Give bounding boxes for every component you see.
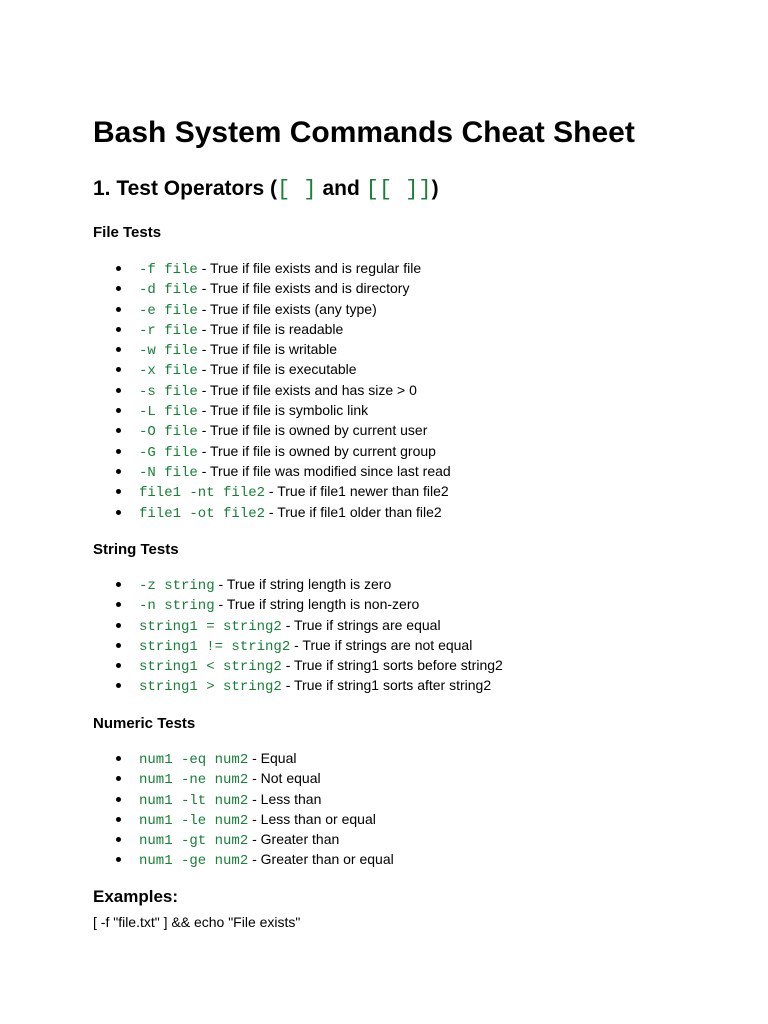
operator-description: - Equal [248, 750, 297, 766]
operator-description: - Less than [248, 790, 322, 807]
list-item [93, 258, 451, 278]
operator-code: -n string [139, 598, 215, 615]
operator-code: -f file [139, 262, 198, 278]
operator-code: string1 < string2 [139, 659, 282, 676]
operator-code: -x file [139, 363, 198, 380]
operator-code: num1 -ge num2 [139, 853, 249, 870]
operator-description: - True if file exists (any type) [197, 300, 377, 317]
operator-description: - True if string1 sorts after string2 [281, 677, 492, 694]
operator-code: -N file [139, 464, 198, 481]
bullet-icon [116, 602, 121, 607]
bullet-icon [116, 408, 121, 413]
section-heading-and: and [316, 177, 366, 200]
bullet-icon [116, 449, 121, 454]
operator-code: string1 > string2 [139, 679, 282, 696]
operator-description: - True if string1 sorts before string2 [281, 657, 503, 674]
bullet-icon [116, 683, 121, 688]
operator-code: num1 -gt num2 [139, 833, 249, 850]
file-tests-heading: File Tests [93, 224, 162, 241]
bullet-icon [116, 582, 121, 587]
bullet-icon [116, 286, 121, 291]
operator-code: num1 -le num2 [139, 812, 249, 829]
operator-description: - True if file1 older than file2 [265, 503, 442, 520]
operator-description: - True if strings are not equal [290, 636, 473, 653]
operator-code: file1 -ot file2 [139, 505, 266, 522]
operator-code: string1 != string2 [139, 638, 291, 655]
bullet-icon [116, 469, 121, 474]
operator-code: num1 -ne num2 [139, 772, 249, 789]
double-bracket-code: [[ ]] [365, 177, 432, 202]
operator-code: -L file [139, 404, 198, 421]
examples-heading: Examples: [93, 887, 179, 906]
bullet-icon [116, 837, 121, 842]
list-item [93, 849, 394, 869]
list-item [93, 420, 451, 440]
bullet-icon [116, 327, 121, 332]
list-item [93, 319, 451, 339]
list-item [93, 441, 451, 461]
operator-code: -d file [139, 282, 198, 299]
bullet-icon [116, 489, 121, 494]
section-heading-prefix: 1. Test Operators ( [93, 177, 277, 200]
list-item [93, 574, 503, 594]
file-tests-list [93, 258, 451, 522]
list-item [93, 594, 503, 614]
list-item [93, 675, 503, 695]
bullet-icon [116, 663, 121, 668]
list-item [93, 655, 503, 675]
list-item [93, 339, 451, 359]
list-item [93, 768, 394, 788]
operator-code: file1 -nt file2 [139, 485, 266, 502]
operator-description: - Less than or equal [248, 810, 376, 827]
list-item [93, 502, 451, 522]
bullet-icon [116, 776, 121, 781]
bullet-icon [116, 857, 121, 862]
operator-description: - True if file is readable [197, 320, 344, 337]
list-item [93, 615, 503, 635]
bullet-icon [116, 347, 121, 352]
bullet-icon [116, 510, 121, 515]
operator-description: - True if string length is zero [214, 576, 392, 592]
string-tests-heading: String Tests [93, 541, 179, 558]
operator-code: -G file [139, 444, 198, 461]
bullet-icon [116, 817, 121, 822]
bullet-icon [116, 623, 121, 628]
single-bracket-code: [ ] [277, 177, 317, 202]
list-item [93, 789, 394, 809]
list-item [93, 400, 451, 420]
section-heading-suffix: ) [431, 177, 439, 200]
list-item [93, 809, 394, 829]
operator-description: - Greater than [248, 831, 340, 848]
operator-code: num1 -eq num2 [139, 752, 249, 768]
page-title: Bash System Commands Cheat Sheet [93, 116, 635, 149]
operator-description: - True if string length is non-zero [214, 596, 420, 613]
section-heading-test-operators [93, 174, 439, 205]
bullet-icon [116, 428, 121, 433]
operator-description: - Not equal [248, 770, 321, 787]
list-item [93, 380, 451, 400]
operator-code: -O file [139, 424, 198, 441]
operator-description: - True if file exists and has size > 0 [197, 381, 417, 398]
operator-code: -e file [139, 302, 198, 319]
operator-code: -s file [139, 383, 198, 400]
operator-description: - True if file is owned by current group [197, 442, 436, 459]
operator-description: - True if file is owned by current user [197, 422, 428, 439]
numeric-tests-list [93, 748, 394, 870]
operator-description: - True if file exists and is regular file [197, 260, 422, 276]
operator-description: - True if strings are equal [281, 616, 441, 633]
string-tests-list [93, 574, 503, 696]
operator-description: - True if file exists and is directory [197, 280, 410, 297]
bullet-icon [116, 797, 121, 802]
bullet-icon [116, 266, 121, 271]
bullet-icon [116, 367, 121, 372]
operator-code: string1 = string2 [139, 618, 282, 635]
numeric-tests-heading: Numeric Tests [93, 715, 196, 732]
operator-code: -r file [139, 322, 198, 339]
list-item [93, 748, 394, 768]
operator-description: - True if file was modified since last read [197, 462, 451, 479]
operator-code: num1 -lt num2 [139, 792, 249, 809]
list-item [93, 829, 394, 849]
list-item [93, 359, 451, 379]
operator-description: - True if file is executable [197, 361, 357, 378]
list-item [93, 461, 451, 481]
operator-code: -w file [139, 343, 198, 360]
bullet-icon [116, 756, 121, 761]
list-item [93, 299, 451, 319]
bullet-icon [116, 388, 121, 393]
bullet-icon [116, 307, 121, 312]
operator-description: - True if file is symbolic link [197, 402, 369, 419]
list-item [93, 481, 451, 501]
list-item [93, 278, 451, 298]
operator-description: - Greater than or equal [248, 851, 394, 868]
operator-description: - True if file1 newer than file2 [265, 483, 449, 500]
operator-code: -z string [139, 578, 215, 594]
bullet-icon [116, 643, 121, 648]
list-item [93, 635, 503, 655]
operator-description: - True if file is writable [197, 341, 338, 358]
example-command-line: [ -f "file.txt" ] && echo "File exists" [93, 914, 301, 930]
